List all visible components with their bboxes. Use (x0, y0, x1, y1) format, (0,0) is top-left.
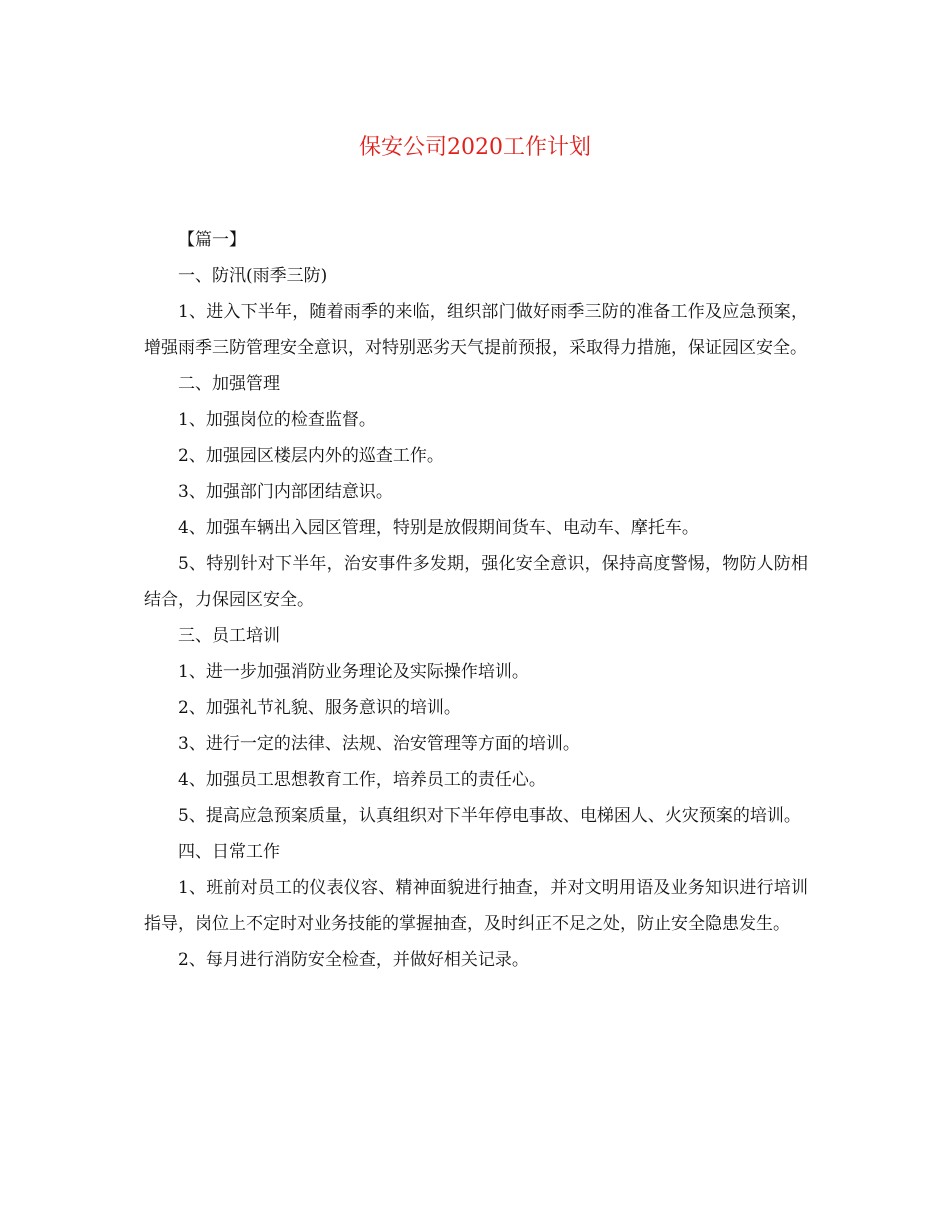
document-title: 保安公司2020工作计划 (359, 135, 591, 160)
paragraph: 1、加强岗位的检查监督。 (178, 410, 376, 430)
paragraph: 1、进入下半年，随着雨季的来临，组织部门做好雨季三防的准备工作及应急预案，增强雨季三防管理安全意识，对特别恶劣天气提前预报，采取得力措施，保证园区安全。 (144, 302, 808, 358)
section-label: 【篇一】 (178, 230, 246, 250)
paragraph: 3、加强部门内部团结意识。 (178, 482, 393, 502)
paragraph: 2、每月进行消防安全检查，并做好相关记录。 (178, 950, 529, 970)
paragraph: 3、进行一定的法律、法规、治安管理等方面的培训。 (178, 734, 580, 754)
paragraph: 4、加强车辆出入园区管理，特别是放假期间货车、电动车、摩托车。 (178, 518, 699, 538)
section-heading: 四、日常工作 (178, 842, 280, 862)
section-heading: 二、加强管理 (178, 374, 280, 394)
document-body (144, 222, 808, 978)
paragraph: 5、提高应急预案质量，认真组织对下半年停电事故、电梯困人、火灾预案的培训。 (178, 806, 801, 826)
paragraph: 5、特别针对下半年，治安事件多发期，强化安全意识，保持高度警惕，物防人防相结合，力保园区安全。 (144, 554, 808, 610)
section-heading: 三、员工培训 (178, 626, 280, 646)
paragraph: 2、加强礼节礼貌、服务意识的培训。 (178, 698, 461, 718)
paragraph: 1、班前对员工的仪表仪容、精神面貌进行抽查，并对文明用语及业务知识进行培训指导，岗位上不定时对业务技能的掌握抽查，及时纠正不足之处，防止安全隐患发生。 (144, 878, 808, 934)
section-heading: 一、防汛(雨季三防) (178, 266, 328, 286)
paragraph: 1、进一步加强消防业务理论及实际操作培训。 (178, 662, 529, 682)
paragraph: 4、加强员工思想教育工作，培养员工的责任心。 (178, 770, 546, 790)
paragraph: 2、加强园区楼层内外的巡查工作。 (178, 446, 444, 466)
